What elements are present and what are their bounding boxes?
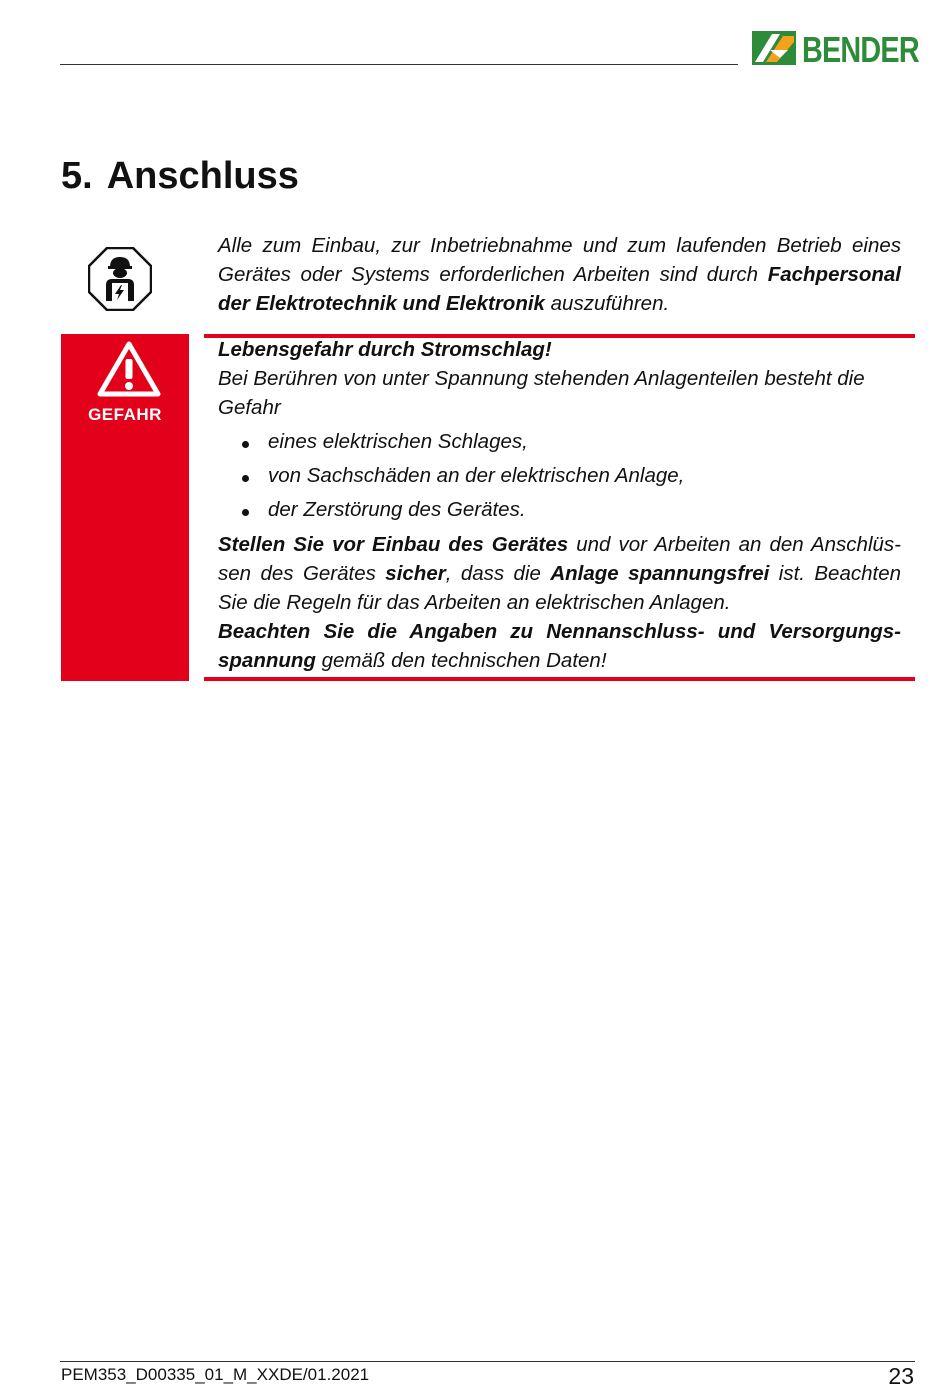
danger-voltage-note: [218, 617, 901, 675]
qualified-electrician-icon: [88, 247, 152, 316]
bullet-text: von Sachschäden an der elektrischen Anlage,: [268, 464, 685, 487]
danger-box: [61, 334, 189, 681]
header-rule: [60, 64, 738, 65]
footer-rule: [60, 1361, 915, 1362]
instruction-text: und vor Arbeiten an den Anschlüssen des Gerätes: [218, 533, 901, 585]
warning-triangle-icon: [97, 340, 161, 403]
voltage-note-text: gemäß den technischen Daten!: [315, 649, 607, 672]
instruction-emphasis: sicher: [385, 562, 446, 585]
bullet-text: eines elektrischen Schlages,: [268, 430, 528, 453]
chapter-heading: [61, 155, 299, 198]
chapter-title: Anschluss: [106, 155, 299, 197]
bender-logo-text: BENDER: [802, 29, 919, 70]
danger-instruction: [218, 530, 901, 617]
voltage-note-emphasis: Beachten Sie die Angaben zu Nennanschluss- und Versorgungsspannung: [218, 620, 901, 672]
danger-label: GEFAHR: [88, 405, 162, 424]
instruction-emphasis: Stellen Sie vor Einbau des Gerätes: [218, 533, 569, 556]
bender-logo: [750, 28, 920, 70]
qualification-text: Alle zum Einbau, zur Inbetriebnahme und zum laufenden Betrieb eines Gerätes oder Systems erforderlichen Arbeiten sind durch: [218, 234, 901, 286]
danger-content: [218, 335, 901, 675]
list-item: [242, 425, 901, 459]
list-item: [242, 459, 901, 493]
danger-title: Lebensgefahr durch Stromschlag!: [218, 338, 552, 361]
qualification-note: [218, 231, 901, 318]
document-id: PEM353_D00335_01_M_XXDE/01.2021: [61, 1365, 370, 1384]
chapter-number: 5.: [61, 155, 93, 197]
bullet-text: der Zerstörung des Gerätes.: [268, 498, 526, 521]
bullet-icon: [242, 441, 249, 448]
bender-logo-mark-icon: [750, 28, 800, 68]
instruction-text: , dass die: [445, 562, 551, 585]
danger-intro: Bei Berühren von unter Spannung stehenden Anlagenteilen besteht die Gefahr: [218, 367, 865, 419]
bullet-icon: [242, 475, 249, 482]
qualification-emphasis: Fachpersonal der Elektrotechnik und Elektronik: [218, 263, 901, 315]
page-number: 23: [888, 1363, 914, 1389]
qualification-text-end: auszuführen.: [544, 292, 670, 315]
instruction-text: ist. Beachten Sie die Regeln für das Arbeiten an elektrischen Anlagen.: [218, 562, 902, 614]
danger-bullet-list: [218, 425, 901, 527]
danger-bottom-rule: [204, 677, 915, 681]
bullet-icon: [242, 509, 249, 516]
instruction-emphasis: Anlage spannungsfrei: [550, 562, 770, 585]
list-item: [242, 493, 901, 527]
